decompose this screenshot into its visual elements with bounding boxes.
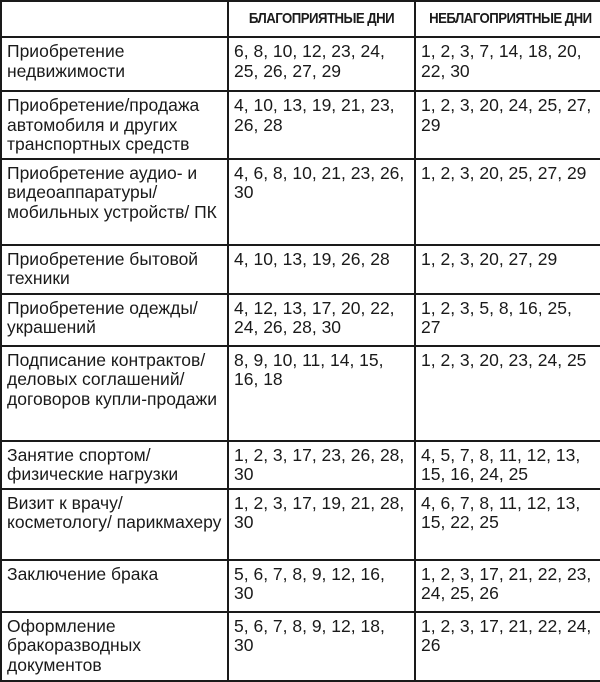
favorable-days-cell: 4, 10, 13, 19, 21, 23, 26, 28 [228,91,415,159]
favorable-days-cell: 4, 6, 8, 10, 21, 23, 26, 30 [228,159,415,245]
table-row [1,159,600,245]
table-row [1,91,600,159]
header-activity [1,1,228,37]
table-row [1,441,600,489]
table-row [1,489,600,560]
table-row [1,245,600,294]
table-row [1,560,600,612]
favorable-days-cell: 4, 12, 13, 17, 20, 22, 24, 26, 28, 30 [228,294,415,346]
header-favorable [228,1,415,37]
header-row [1,1,600,37]
activity-cell: Приобретение бытовой техники [1,245,228,294]
activity-cell: Приобретение недвижимости [1,37,228,91]
favorable-days-cell: 1, 2, 3, 17, 23, 26, 28, 30 [228,441,415,489]
unfavorable-days-cell: 1, 2, 3, 20, 25, 27, 29 [415,159,600,245]
unfavorable-days-cell: 4, 5, 7, 8, 11, 12, 13, 15, 16, 24, 25 [415,441,600,489]
activity-cell: Занятие спортом/ физические нагрузки [1,441,228,489]
table-row [1,612,600,681]
unfavorable-days-cell: 1, 2, 3, 7, 14, 18, 20, 22, 30 [415,37,600,91]
table-row [1,37,600,91]
unfavorable-days-cell: 1, 2, 3, 20, 27, 29 [415,245,600,294]
table-row [1,294,600,346]
header-favorable-label: БЛАГОПРИЯТНЫЕ ДНИ [248,10,395,28]
favorable-days-cell: 5, 6, 7, 8, 9, 12, 16, 30 [228,560,415,612]
activity-cell: Оформление бракоразводных документов [1,612,228,681]
unfavorable-days-cell: 1, 2, 3, 20, 23, 24, 25 [415,346,600,441]
favorable-days-cell: 6, 8, 10, 12, 23, 24, 25, 26, 27, 29 [228,37,415,91]
activity-cell: Визит к врачу/ косметологу/ парикмахеру [1,489,228,560]
activity-cell: Приобретение одежды/ украшений [1,294,228,346]
favorable-days-cell: 1, 2, 3, 17, 19, 21, 28, 30 [228,489,415,560]
activity-cell: Подписание контрактов/ деловых соглашений/ договоров купли-продажи [1,346,228,441]
activity-cell: Приобретение/продажа автомобиля и других транспортных средств [1,91,228,159]
unfavorable-days-cell: 1, 2, 3, 17, 21, 22, 23, 24, 25, 26 [415,560,600,612]
table-row [1,346,600,441]
favorable-days-cell: 8, 9, 10, 11, 14, 15, 16, 18 [228,346,415,441]
unfavorable-days-cell: 1, 2, 3, 20, 24, 25, 27, 29 [415,91,600,159]
activity-cell: Заключение брака [1,560,228,612]
favorable-days-cell: 4, 10, 13, 19, 26, 28 [228,245,415,294]
header-unfavorable [415,1,600,37]
unfavorable-days-cell: 1, 2, 3, 5, 8, 16, 25, 27 [415,294,600,346]
unfavorable-days-cell: 4, 6, 7, 8, 11, 12, 13, 15, 22, 25 [415,489,600,560]
activity-cell: Приобретение аудио- и видеоаппаратуры/ мобильных устройств/ ПК [1,159,228,245]
unfavorable-days-cell: 1, 2, 3, 17, 21, 22, 24, 26 [415,612,600,681]
header-unfavorable-label: НЕБЛАГОПРИЯТНЫЕ ДНИ [429,10,592,28]
favorable-days-cell: 5, 6, 7, 8, 9, 12, 18, 30 [228,612,415,681]
